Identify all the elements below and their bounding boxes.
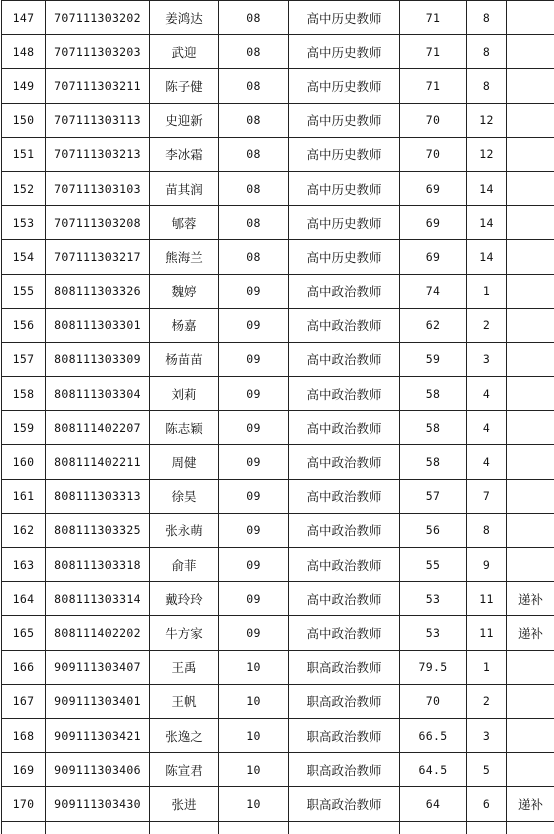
remark [507,137,554,171]
row-number: 155 [2,274,46,308]
table-row [2,513,554,547]
rank: 7 [467,479,507,513]
table-row [2,1,554,35]
candidate-name: 牛方家 [150,616,219,650]
rank: 8 [467,35,507,69]
post-code: 09 [219,582,289,616]
rank: 5 [467,753,507,787]
row-number: 169 [2,753,46,787]
rank: 3 [467,718,507,752]
remark [507,650,554,684]
row-number: 150 [2,103,46,137]
rank: 9 [467,548,507,582]
row-number: 158 [2,377,46,411]
row-number: 149 [2,69,46,103]
remark [507,479,554,513]
score: 58 [400,377,467,411]
post-code: 09 [219,479,289,513]
rank: 8 [467,69,507,103]
candidate-name: 李冰霜 [150,137,219,171]
post-title: 高中政治教师 [289,548,400,582]
rank: 14 [467,171,507,205]
rank: 11 [467,616,507,650]
score: 53 [400,582,467,616]
ticket-id: 808111402211 [46,445,150,479]
remark [507,171,554,205]
candidate-name: 魏婷 [150,274,219,308]
post-title: 高中政治教师 [289,445,400,479]
ticket-id: 707111303203 [46,35,150,69]
score: 70 [400,103,467,137]
ticket-id: 909111303401 [46,684,150,718]
post-code: 08 [219,206,289,240]
table-row [2,718,554,752]
remark [507,513,554,547]
remark [507,206,554,240]
candidate-name: 王帆 [150,684,219,718]
table-row [2,411,554,445]
candidate-name: 戴玲玲 [150,582,219,616]
post-title: 高中政治教师 [289,513,400,547]
candidate-name: 杨苗苗 [150,342,219,376]
ticket-id: 707111303208 [46,206,150,240]
ticket-id: 808111303318 [46,548,150,582]
remark: 递补 [507,582,554,616]
table-row [2,377,554,411]
score: 59 [400,342,467,376]
post-code: 08 [219,69,289,103]
score: 58 [400,411,467,445]
ticket-id: 909111303421 [46,718,150,752]
row-number: 163 [2,548,46,582]
row-number: 168 [2,718,46,752]
post-title: 高中政治教师 [289,411,400,445]
score: 66.5 [400,718,467,752]
row-number: 167 [2,684,46,718]
post-code: 08 [219,103,289,137]
row-number: 162 [2,513,46,547]
row-number: 157 [2,342,46,376]
post-title: 高中政治教师 [289,582,400,616]
candidate-name: 杨嘉 [150,308,219,342]
post-title: 高中政治教师 [289,616,400,650]
post-title: 高中历史教师 [289,137,400,171]
candidate-name: 周健 [150,445,219,479]
candidate-name: 王禹 [150,650,219,684]
candidate-name: 刘莉 [150,377,219,411]
table-row [2,342,554,376]
row-number: 153 [2,206,46,240]
score: 64 [400,787,467,821]
table-row [2,753,554,787]
row-number: 154 [2,240,46,274]
post-code: 08 [219,171,289,205]
table-row [2,137,554,171]
table-row [2,103,554,137]
remark [507,308,554,342]
post-code: 09 [219,308,289,342]
table-row [2,787,554,821]
post-title: 高中历史教师 [289,1,400,35]
table-row [2,479,554,513]
ticket-id: 808111303314 [46,582,150,616]
rank: 2 [467,308,507,342]
table-row [2,548,554,582]
post-code: 09 [219,548,289,582]
row-number: 147 [2,1,46,35]
remark [507,103,554,137]
post-title: 高中历史教师 [289,206,400,240]
post-title: 高中政治教师 [289,377,400,411]
post-code: 09 [219,616,289,650]
row-number: 165 [2,616,46,650]
score: 69 [400,171,467,205]
remark [507,240,554,274]
remark [507,718,554,752]
ticket-id: 909111303407 [46,650,150,684]
remark [507,445,554,479]
table-row [2,69,554,103]
remark [507,377,554,411]
remark [507,35,554,69]
post-code: 10 [219,753,289,787]
rank: 1 [467,274,507,308]
rank: 8 [467,1,507,35]
ticket-id: 909111303406 [46,753,150,787]
post-title: 高中政治教师 [289,308,400,342]
remark [507,342,554,376]
table-row [2,308,554,342]
row-number: 164 [2,582,46,616]
post-code: 09 [219,274,289,308]
ticket-id: 707111303103 [46,171,150,205]
score: 79.5 [400,650,467,684]
ticket-id: 808111402202 [46,616,150,650]
post-code: 10 [219,787,289,821]
rank: 4 [467,445,507,479]
score: 70 [400,684,467,718]
remark [507,411,554,445]
table-row [2,684,554,718]
table-row [2,206,554,240]
table-row [2,650,554,684]
post-code: 10 [219,650,289,684]
post-title: 高中历史教师 [289,35,400,69]
results-table-body [2,1,554,834]
results-table [1,0,554,834]
ticket-id: 808111303326 [46,274,150,308]
ticket-id: 707111303202 [46,1,150,35]
post-title: 职高政治教师 [289,753,400,787]
row-number: 161 [2,479,46,513]
candidate-name: 陈子健 [150,69,219,103]
remark [507,274,554,308]
score: 58 [400,445,467,479]
post-code: 10 [219,718,289,752]
remark [507,1,554,35]
row-number: 159 [2,411,46,445]
score: 53 [400,616,467,650]
row-number: 160 [2,445,46,479]
post-code: 08 [219,35,289,69]
row-number: 166 [2,650,46,684]
row-number: 156 [2,308,46,342]
rank: 11 [467,582,507,616]
ticket-id: 808111303309 [46,342,150,376]
post-title: 高中政治教师 [289,342,400,376]
table-row [2,240,554,274]
row-number: 148 [2,35,46,69]
table-row [2,616,554,650]
score: 70 [400,137,467,171]
table-row [2,582,554,616]
ticket-id: 707111303113 [46,103,150,137]
candidate-name: 俞菲 [150,548,219,582]
rank: 3 [467,342,507,376]
ticket-id: 808111303304 [46,377,150,411]
rank: 4 [467,377,507,411]
post-title: 高中历史教师 [289,103,400,137]
ticket-id: 707111303217 [46,240,150,274]
post-title: 高中政治教师 [289,479,400,513]
score: 62 [400,308,467,342]
post-code: 09 [219,513,289,547]
ticket-id: 707111303211 [46,69,150,103]
candidate-name: 姜鸿达 [150,1,219,35]
ticket-id: 808111303313 [46,479,150,513]
ticket-id: 808111303325 [46,513,150,547]
candidate-name: 陈宣君 [150,753,219,787]
rank: 12 [467,137,507,171]
post-code: 10 [219,684,289,718]
post-title: 高中历史教师 [289,69,400,103]
table-row [2,35,554,69]
post-title: 高中历史教师 [289,240,400,274]
score: 69 [400,240,467,274]
rank: 12 [467,103,507,137]
score: 56 [400,513,467,547]
post-title: 职高政治教师 [289,787,400,821]
score: 64.5 [400,753,467,787]
score: 71 [400,35,467,69]
remark [507,753,554,787]
score: 74 [400,274,467,308]
post-title: 职高政治教师 [289,684,400,718]
post-code: 09 [219,445,289,479]
post-code: 09 [219,411,289,445]
candidate-name: 张逸之 [150,718,219,752]
table-row [2,171,554,205]
candidate-name: 武迎 [150,35,219,69]
rank: 1 [467,650,507,684]
candidate-name: 郇蓉 [150,206,219,240]
candidate-name: 张进 [150,787,219,821]
post-title: 高中历史教师 [289,171,400,205]
ticket-id: 808111303301 [46,308,150,342]
ticket-id: 707111303213 [46,137,150,171]
candidate-name: 陈志颖 [150,411,219,445]
post-title: 职高政治教师 [289,718,400,752]
rank: 6 [467,787,507,821]
post-code: 08 [219,137,289,171]
ticket-id: 808111402207 [46,411,150,445]
score: 71 [400,69,467,103]
candidate-name: 熊海兰 [150,240,219,274]
remark [507,69,554,103]
remark [507,684,554,718]
row-number: 151 [2,137,46,171]
candidate-name: 苗其润 [150,171,219,205]
rank: 8 [467,513,507,547]
row-number: 152 [2,171,46,205]
post-title: 职高政治教师 [289,650,400,684]
post-code: 08 [219,1,289,35]
post-code: 08 [219,240,289,274]
score: 55 [400,548,467,582]
ticket-id: 909111303430 [46,787,150,821]
post-title: 高中政治教师 [289,274,400,308]
candidate-name: 徐昊 [150,479,219,513]
post-code: 09 [219,377,289,411]
post-code: 09 [219,342,289,376]
rank: 14 [467,240,507,274]
score: 71 [400,1,467,35]
remark: 递补 [507,787,554,821]
score: 69 [400,206,467,240]
candidate-name: 史迎新 [150,103,219,137]
table-row [2,274,554,308]
remark [507,548,554,582]
rank: 14 [467,206,507,240]
rank: 4 [467,411,507,445]
table-row [2,445,554,479]
row-number: 170 [2,787,46,821]
rank: 2 [467,684,507,718]
score: 57 [400,479,467,513]
remark: 递补 [507,616,554,650]
candidate-name: 张永萌 [150,513,219,547]
